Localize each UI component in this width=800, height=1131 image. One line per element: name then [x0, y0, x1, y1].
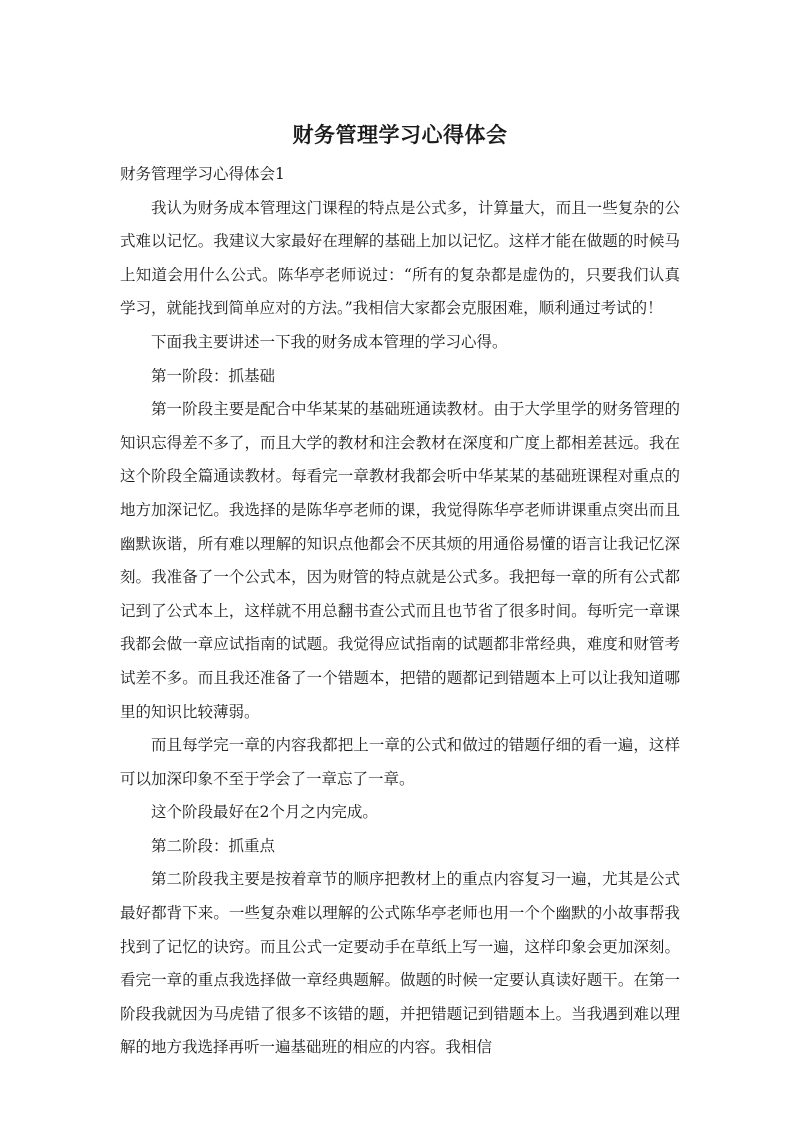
paragraph: 第一阶段主要是配合中华某某的基础班通读教材。由于大学里学的财务管理的知识忘得差不多了，而且大学的教材和注会教材在深度和广度上都相差甚远。我在这个阶段全篇通读教材。每看完一章教材我都会听中华某某的基础班课程对重点的地方加深记忆。我选择的是陈华亭老师的课，我觉得陈华亭老师讲课重点突出而且幽默诙谐，所有难以理解的知识点他都会不厌其烦的用通俗易懂的语言让我记忆深刻。我准备了一个公式本，因为财管的特点就是公式多。我把每一章的所有公式都记到了公式本上，这样就不用总翻书查公式而且也节省了很多时间。每听完一章课我都会做一章应试指南的试题。我觉得应试指南的试题都非常经典，难度和财管考试差不多。而且我还准备了一个错题本，把错的题都记到错题本上可以让我知道哪里的知识比较薄弱。	[120, 400, 680, 721]
paragraph: 下面我主要讲述一下我的财务成本管理的学习心得。	[151, 332, 508, 351]
paragraph: 第二阶段我主要是按着章节的顺序把教材上的重点内容复习一遍，尤其是公式最好都背下来。一些复杂难以理解的公式陈华亭老师也用一个个幽默的小故事帮我找到了记忆的诀窍。而且公式一定要动手在草纸上写一遍，这样印象会更加深刻。看完一章的重点我选择做一章经典题解。做题的时候一定要认真读好题干。在第一阶段我就因为马虎错了很多不该错的题，并把错题记到错题本上。当我遇到难以理解的地方我选择再听一遍基础班的相应的内容。我相信	[120, 870, 680, 1057]
paragraph: 而且每学完一章的内容我都把上一章的公式和做过的错题仔细的看一遍，这样可以加深印象不至于学会了一章忘了一章。	[120, 736, 680, 788]
section-heading-stage-1: 第一阶段：抓基础	[151, 366, 276, 385]
paragraph-heading: 财务管理学习心得体会1	[120, 165, 285, 183]
paragraph: 我认为财务成本管理这门课程的特点是公式多，计算量大，而且一些复杂的公式难以记忆。我建议大家最好在理解的基础上加以记忆。这样才能在做题的时候马上知道会用什么公式。陈华亭老师说过：“所有的复杂都是虚伪的，只要我们认真学习，就能找到简单应对的方法。”我相信大家都会克服困难，顺利通过考试的！	[120, 198, 680, 318]
document-title: 财务管理学习心得体会	[292, 123, 508, 147]
section-heading-stage-2: 第二阶段：抓重点	[151, 836, 276, 855]
paragraph: 这个阶段最好在2个月之内完成。	[151, 803, 378, 822]
document-body	[120, 158, 680, 1065]
